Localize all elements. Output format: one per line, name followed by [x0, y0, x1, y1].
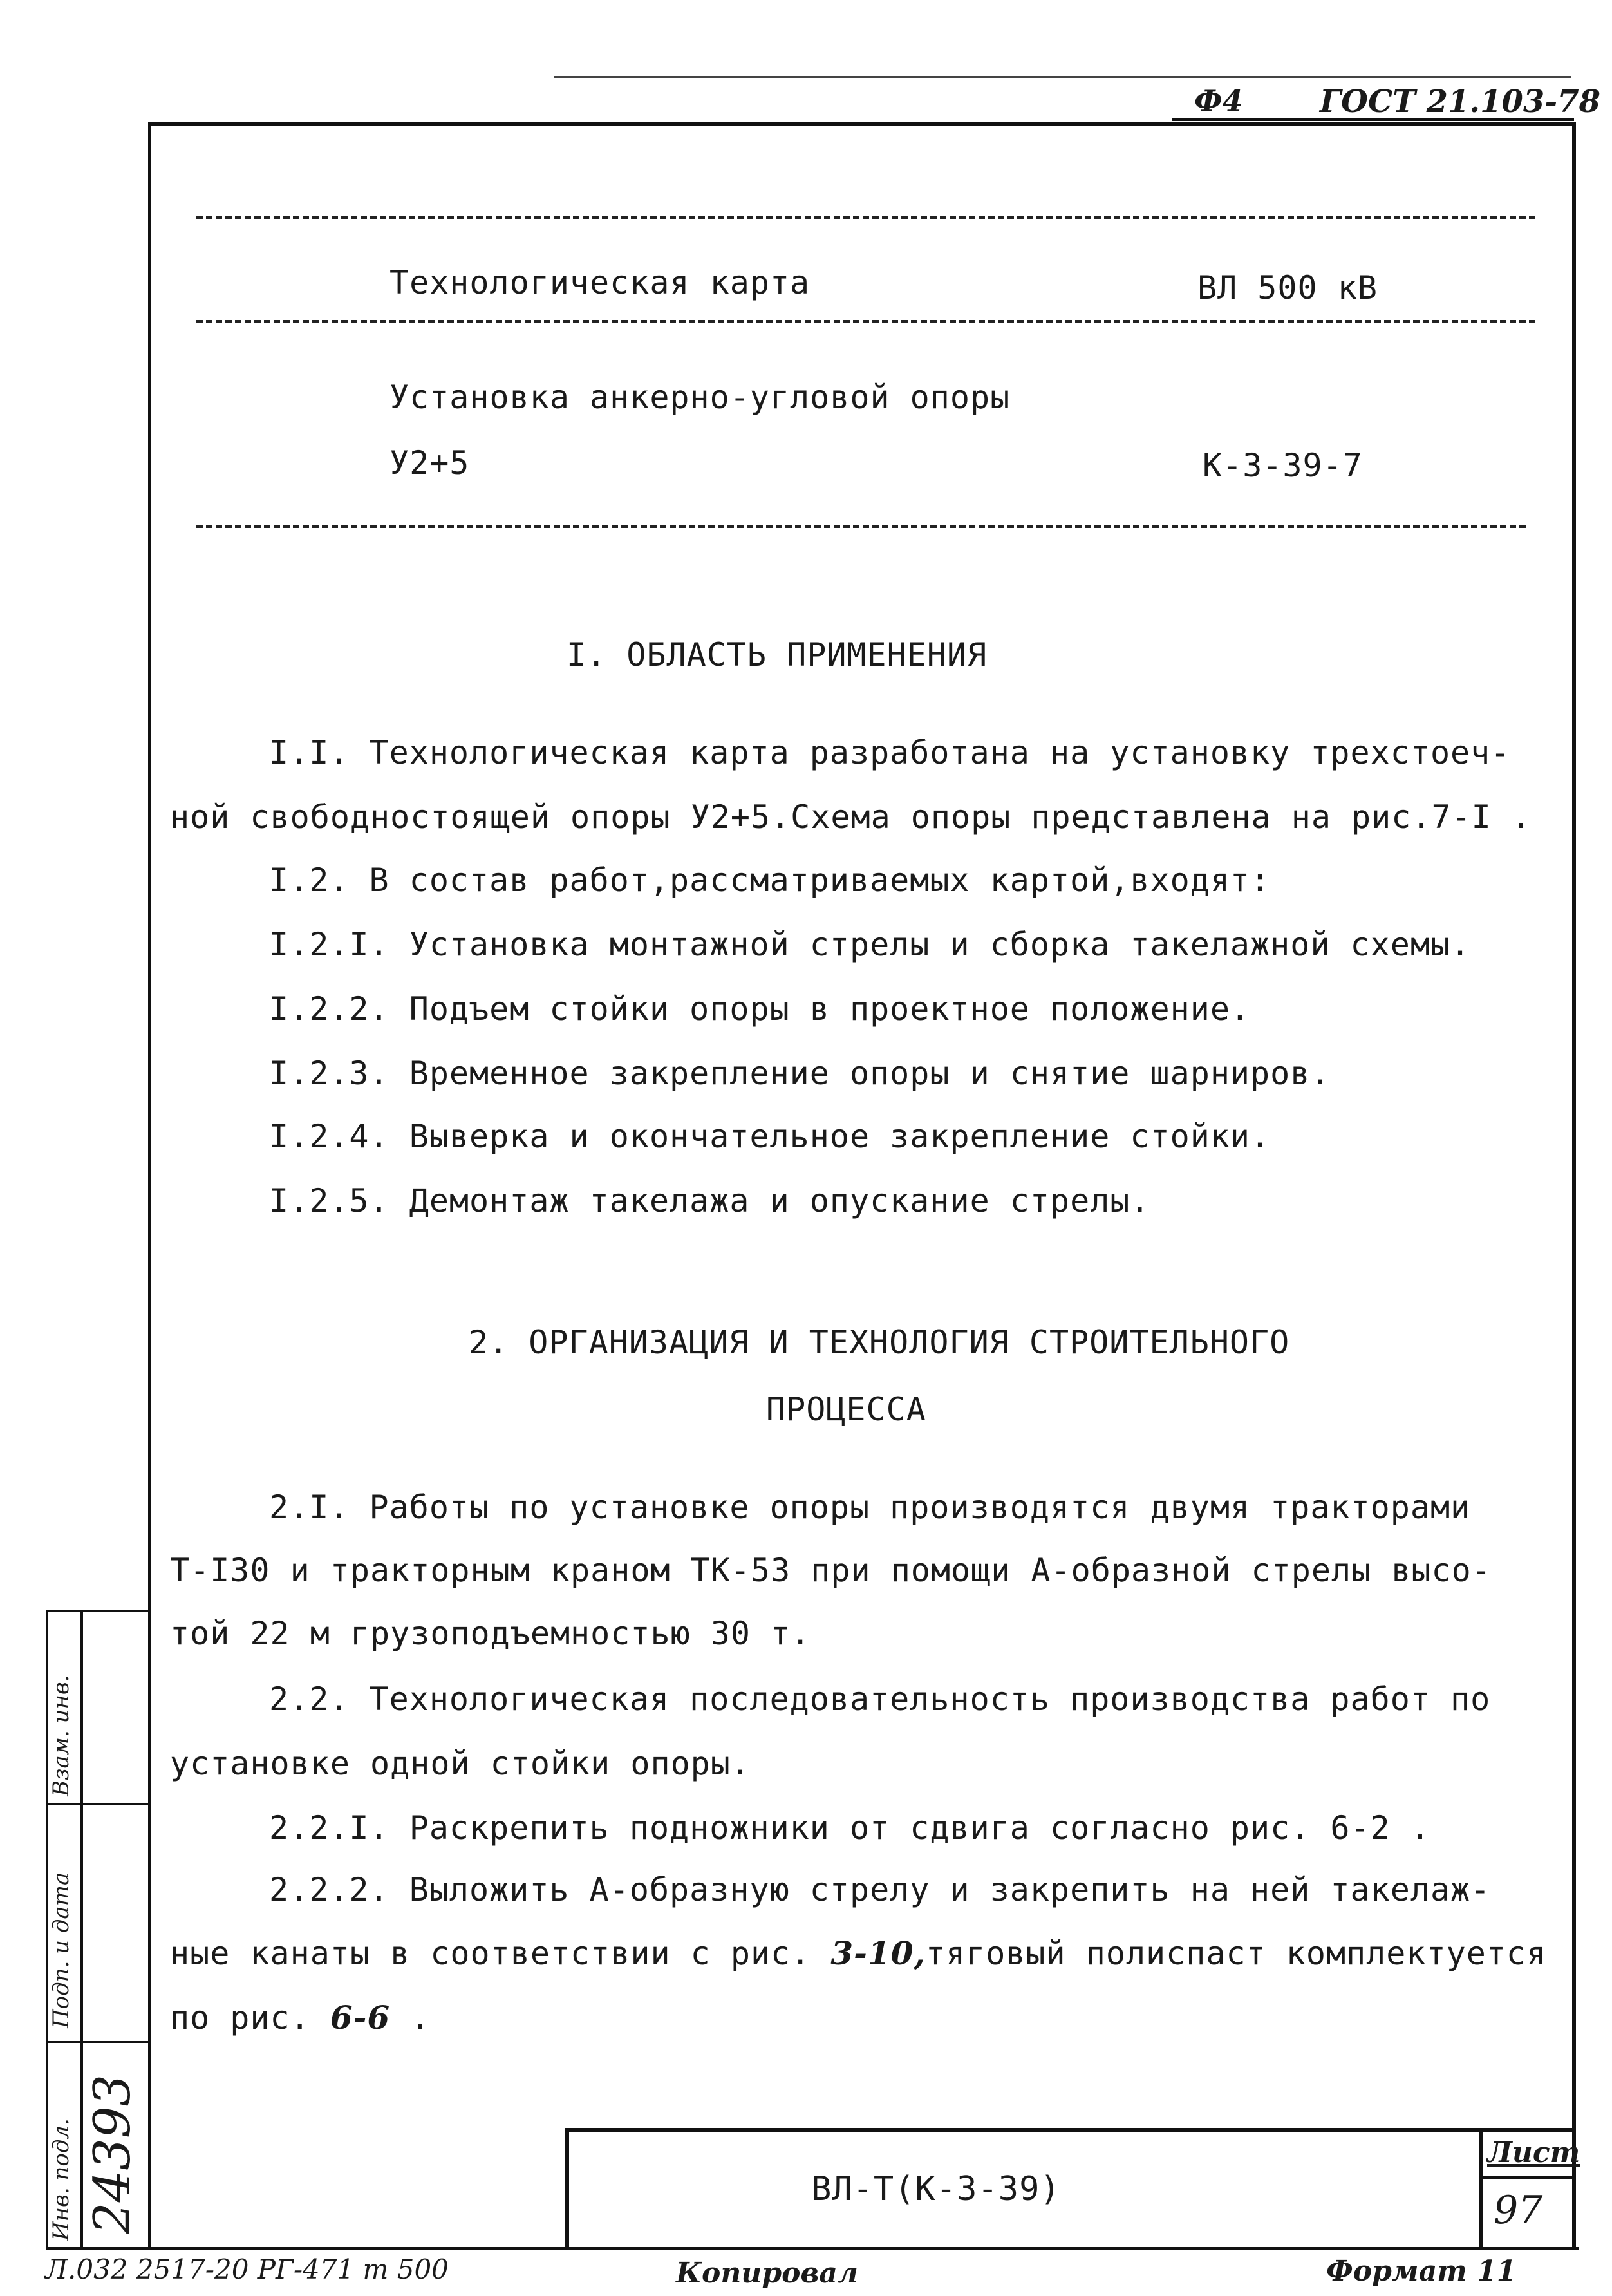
footer-format: Формат 11: [1326, 2255, 1517, 2288]
standard-code: ГОСТ 21.103-78: [1320, 84, 1601, 120]
header-underline: [1172, 118, 1574, 121]
handwritten-reference: 6-6: [330, 1999, 391, 2037]
footer-copied-by: Копировал: [676, 2257, 859, 2290]
sheet-divider: [1479, 2176, 1576, 2179]
side-inv-number: 24393: [84, 2074, 142, 2234]
form-code: Ф4: [1194, 84, 1243, 118]
footer-rule: [46, 2247, 1579, 2250]
text-run: по рис.: [170, 1999, 310, 2037]
text-run: .: [390, 1999, 431, 2037]
paragraph-line: 2.2. Технологическая последовательность производства работ по: [269, 1680, 1491, 1718]
subject-line-2: У2+5: [389, 444, 470, 482]
paragraph-line: той 22 м грузоподъемностью 30 т.: [170, 1615, 811, 1652]
sheet-number: 97: [1494, 2188, 1543, 2233]
section-2-heading-line-1: 2. ОРГАНИЗАЦИЯ И ТЕХНОЛОГИЯ СТРОИТЕЛЬНОГО: [469, 1324, 1290, 1361]
separator-dash-3: [196, 525, 1526, 528]
separator-dash-2: [196, 320, 1535, 323]
paragraph-line: установке одной стойки опоры.: [170, 1745, 751, 1782]
side-sign-label: Подп. и дата: [48, 1872, 74, 2028]
doc-type: Технологическая карта: [389, 264, 811, 301]
sheet-label: Лист: [1487, 2136, 1580, 2169]
title-stamp: [565, 2128, 1576, 2247]
list-item: I.2.3. Временное закрепление опоры и снятие шарниров.: [269, 1055, 1331, 1092]
stamp-designation: ВЛ-Т(К-3-39): [811, 2170, 1061, 2208]
paragraph-line: I.I. Технологическая карта разработана на установку трехстоеч-: [269, 734, 1511, 771]
handwritten-reference: 3-10,: [830, 1934, 926, 1972]
list-item: 2.2.I. Раскрепить подножники от сдвига согласно рис. 6-2 .: [269, 1809, 1430, 1847]
side-stamp-divider: [46, 1803, 148, 1805]
text-run: ные канаты в соответствии с рис.: [170, 1935, 811, 1972]
list-item: I.2.5. Демонтаж такелажа и опускание стрелы.: [269, 1182, 1150, 1219]
top-rule: [554, 76, 1571, 78]
paragraph-line: 2.I. Работы по установке опоры производятся двумя тракторами: [269, 1489, 1471, 1526]
text-run: тяговый полиспаст комплектуется: [925, 1935, 1547, 1972]
voltage-class: ВЛ 500 кВ: [1197, 269, 1378, 306]
list-item: 2.2.2. Выложить А-образную стрелу и закрепить на ней такелаж-: [269, 1871, 1491, 1908]
side-stamp-divider: [80, 1610, 83, 2247]
list-item: I.2. В состав работ,рассматриваемых картой,входят:: [269, 861, 1271, 899]
list-item: I.2.I. Установка монтажной стрелы и сборка такелажной схемы.: [269, 926, 1471, 963]
side-replace-label: Взам. инв.: [48, 1675, 74, 1796]
footer-order-number: Л.032 2517-20 РГ-471 т 500: [45, 2254, 449, 2285]
side-stamp-divider: [46, 2041, 148, 2043]
section-2-heading-line-2: ПРОЦЕССА: [766, 1391, 926, 1428]
doc-code: К-3-39-7: [1203, 447, 1363, 484]
paragraph-line: Т-I30 и тракторным краном ТК-53 при помощи А-образной стрелы высо-: [170, 1552, 1492, 1589]
side-inv-label: Инв. подл.: [48, 2118, 74, 2241]
subject-line-1: Установка анкерно-угловой опоры: [389, 379, 1011, 416]
list-item: I.2.4. Выверка и окончательное закрепление стойки.: [269, 1118, 1271, 1155]
separator-dash-1: [196, 216, 1535, 219]
paragraph-line-with-reference: [170, 1999, 430, 2037]
paragraph-line-with-reference: [170, 1934, 1546, 1972]
paragraph-line: ной свободностоящей опоры У2+5.Схема опоры представлена на рис.7-I .: [170, 798, 1532, 836]
section-1-heading: I. ОБЛАСТЬ ПРИМЕНЕНИЯ: [567, 636, 988, 673]
list-item: I.2.2. Подъем стойки опоры в проектное положение.: [269, 990, 1251, 1028]
